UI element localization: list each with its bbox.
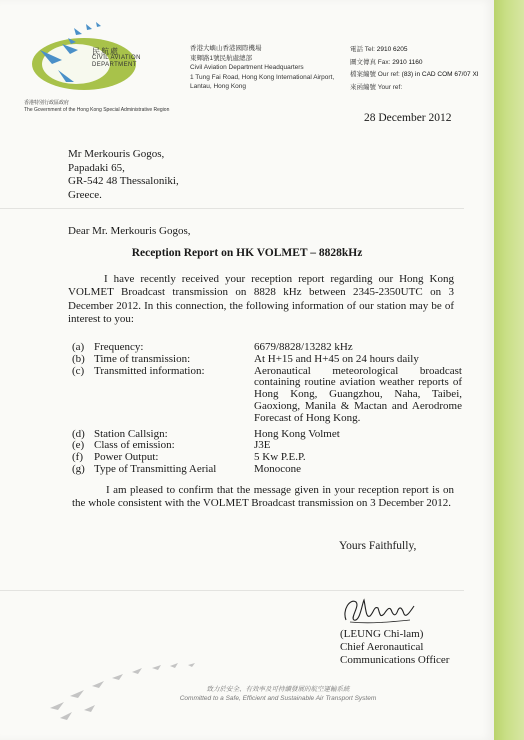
- address-line: 東輝路1號民航處總部: [190, 54, 253, 62]
- info-value: Aeronautical meteorological broadcast containing routine aviation weather reports of Hong Kong, Guangzhou, Naha, Taibei, Gaoxiong, Manila & Mactan and Aerodrome Forecast of Hong Kong.: [254, 364, 462, 424]
- contact-value: 2910 1160: [392, 58, 423, 66]
- info-item-transmitted: [72, 366, 462, 425]
- contact-tel: [350, 44, 479, 57]
- info-label: Class of emission:: [94, 439, 175, 452]
- department-name: [92, 48, 141, 69]
- info-value: Monocone: [254, 462, 302, 475]
- info-letter: (b): [72, 352, 85, 365]
- info-letter: (f): [72, 451, 83, 464]
- info-label: Frequency:: [94, 341, 144, 353]
- handwritten-signature: [340, 592, 420, 626]
- letter-subject: Reception Report on HK VOLMET – 8828kHz: [131, 247, 363, 259]
- info-value: At H+15 and H+45 on 24 hours daily: [254, 352, 419, 365]
- info-letter: (c): [72, 364, 85, 377]
- info-value: Hong Kong Volmet: [254, 427, 340, 440]
- contact-label: 來函編號 Your ref:: [350, 83, 403, 91]
- recipient-line: Papadaki 65,: [68, 161, 125, 174]
- info-letter: (d): [72, 427, 85, 440]
- signer-name: (LEUNG Chi-lam): [340, 628, 424, 640]
- info-letter: (g): [72, 462, 85, 475]
- salutation: Dear Mr. Merkouris Gogos,: [68, 225, 191, 237]
- info-value: 6679/8828/13282 kHz: [254, 341, 353, 353]
- body-paragraph-1: I have recently received your reception report regarding our Hong Kong VOLMET Broadcast transmission on 8828 kHz between 2345-2350UTC on 3 December 2012. In this connection, the following information of our station may be of interest to you:: [68, 273, 454, 326]
- address-line: 1 Tung Fai Road, Hong Kong International Airport,: [190, 73, 335, 81]
- footer-tagline: [148, 685, 408, 703]
- letter-date: 28 December 2012: [364, 112, 452, 124]
- station-info-list: [72, 342, 462, 476]
- department-name-en-1: CIVIL AVIATION: [92, 55, 141, 61]
- contact-label: 檔案編號 Our ref:: [350, 71, 400, 78]
- contact-our-ref: [350, 69, 479, 82]
- tagline-en: Committed to a Safe, Efficient and Sustainable Air Transport System: [179, 695, 377, 702]
- contact-your-ref: [350, 82, 479, 95]
- address-line: Lantau, Hong Kong: [190, 83, 247, 90]
- government-line-zh: 香港特別行政區政府: [24, 100, 70, 106]
- info-value: J3E: [254, 439, 271, 452]
- green-border-strip: [494, 0, 524, 740]
- contact-value: (83) in CAD COM 67/07 XI: [401, 71, 479, 78]
- recipient-line: Greece.: [68, 188, 102, 201]
- department-name-zh: 民航處: [92, 47, 119, 56]
- paper-fold-line: [0, 208, 464, 209]
- contact-label: 圖文傳真 Fax:: [350, 58, 391, 66]
- info-letter: (e): [72, 439, 85, 452]
- recipient-line: GR-542 48 Thessaloniki,: [68, 175, 179, 187]
- info-letter: (a): [72, 341, 85, 353]
- department-name-en-2: DEPARTMENT: [92, 62, 137, 68]
- closing-line: Yours Faithfully,: [339, 540, 417, 552]
- body-paragraph-2: I am pleased to confirm that the message given in your reception report is on the whole consistent with the VOLMET Broadcast transmission on 3 December 2012.: [72, 484, 454, 510]
- contact-block: [350, 44, 479, 94]
- paper-fold-line: [0, 590, 464, 591]
- contact-label: 電話 Tel:: [350, 46, 375, 53]
- signer-title: Communications Officer: [340, 654, 450, 666]
- tagline-zh: 致力於安全、有效率及可持續發展的航空運輸系統: [206, 686, 350, 693]
- contact-value: 2910 6205: [376, 46, 408, 53]
- government-line-en: The Government of the Hong Kong Special Administrative Region: [24, 107, 170, 113]
- signer-title: Chief Aeronautical: [340, 641, 424, 653]
- government-line: [24, 100, 169, 114]
- info-value: 5 Kw P.E.P.: [254, 451, 306, 464]
- address-line: Civil Aviation Department Headquarters: [190, 64, 304, 71]
- info-label: Transmitted information:: [94, 364, 205, 377]
- info-label: Power Output:: [94, 451, 159, 464]
- department-address: [190, 44, 334, 92]
- recipient-line: Mr Merkouris Gogos,: [68, 148, 165, 160]
- info-label: Type of Transmitting Aerial: [94, 462, 217, 475]
- info-item-aerial: [72, 464, 462, 476]
- info-label: Time of transmission:: [94, 352, 191, 365]
- address-line: 香港大嶼山香港國際機場: [190, 45, 262, 52]
- signer-block: [340, 628, 449, 667]
- contact-fax: [350, 57, 479, 70]
- info-label: Station Callsign:: [94, 427, 168, 440]
- recipient-address: [68, 148, 179, 202]
